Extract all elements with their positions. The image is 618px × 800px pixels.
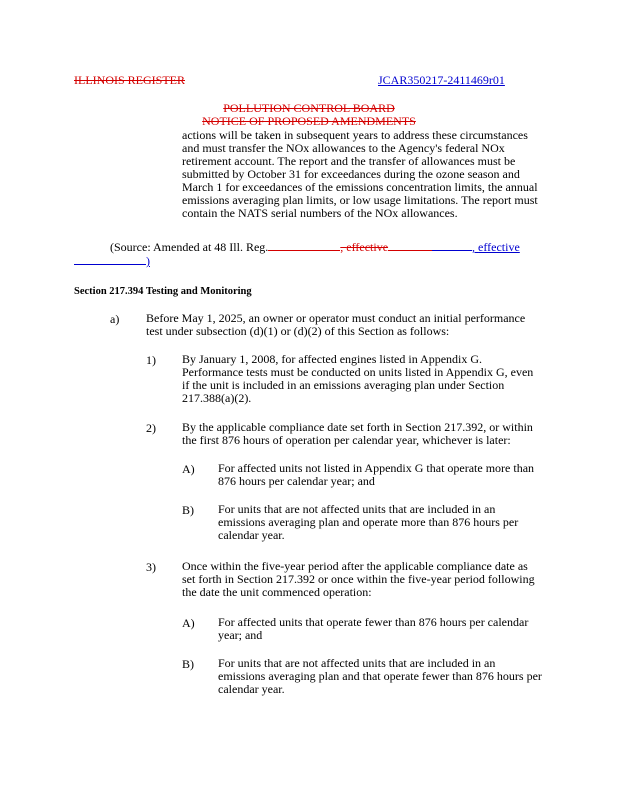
item-label: 3) bbox=[146, 560, 156, 574]
text-line: contain the NATS serial numbers of the NOx allowances. bbox=[182, 206, 458, 220]
source-prefix: (Source: Amended at 48 Ill. Reg. bbox=[110, 240, 269, 254]
inserted-effective: , effective bbox=[472, 240, 520, 254]
text-line: 876 hours per calendar year; and bbox=[218, 474, 375, 488]
item-label: 2) bbox=[146, 421, 156, 435]
carryover-paragraph bbox=[182, 129, 602, 220]
text-line: 217.388(a)(2). bbox=[182, 391, 252, 405]
text-line: Before May 1, 2025, an owner or operator must conduct an initial performance bbox=[146, 311, 526, 325]
item-label: B) bbox=[182, 503, 194, 517]
text-line: By January 1, 2008, for affected engines listed in Appendix G. bbox=[182, 352, 483, 366]
text-line: By the applicable compliance date set forth in Section 217.392, or within bbox=[182, 420, 533, 434]
text-line: emissions averaging plan and that operate fewer than 876 hours per bbox=[218, 669, 542, 683]
text-line: Performance tests must be conducted on units listed in Appendix G, even bbox=[182, 365, 534, 379]
agency-name: POLLUTION CONTROL BOARD bbox=[223, 101, 395, 115]
inserted-blank bbox=[432, 250, 472, 251]
item-1-text bbox=[182, 353, 602, 405]
item-2A-text bbox=[218, 462, 598, 488]
item-3-text bbox=[182, 560, 602, 599]
struck-blank bbox=[268, 250, 340, 251]
text-line: the first 876 hours of operation per calendar year, whichever is later: bbox=[182, 433, 511, 447]
item-label: 1) bbox=[146, 353, 156, 367]
text-line: submitted by October 31 for exceedances during the ozone season and bbox=[182, 167, 520, 181]
text-line: emissions averaging plan limits, or low usage limitations. The report must bbox=[182, 193, 538, 207]
document-id: JCAR350217-2411469r01 bbox=[378, 73, 505, 87]
item-label: A) bbox=[182, 616, 195, 630]
notice-title: NOTICE OF PROPOSED AMENDMENTS bbox=[202, 114, 416, 128]
source-note-close bbox=[74, 255, 150, 268]
text-line: year; and bbox=[218, 628, 263, 642]
text-line: retirement account. The report and the transfer of allowances must be bbox=[182, 154, 516, 168]
inserted-blank-2 bbox=[74, 264, 146, 265]
text-line: For affected units that operate fewer than 876 hours per calendar bbox=[218, 615, 529, 629]
text-line: emissions averaging plan and operate more than 876 hours per bbox=[218, 515, 519, 529]
closing-paren: ) bbox=[146, 254, 150, 268]
item-label: a) bbox=[110, 312, 120, 326]
item-2-text bbox=[182, 421, 602, 447]
text-line: calendar year. bbox=[218, 528, 285, 542]
text-line: March 1 for exceedances of the emissions concentration limits, the annual bbox=[182, 180, 538, 194]
text-line: the date the unit commenced operation: bbox=[182, 585, 372, 599]
text-line: Once within the five-year period after the applicable compliance date as bbox=[182, 559, 528, 573]
text-line: For units that are not affected units that are included in an bbox=[218, 502, 496, 516]
item-3B-text bbox=[218, 657, 598, 696]
section-heading: Section 217.394 Testing and Monitoring bbox=[74, 286, 252, 297]
item-a-text bbox=[146, 312, 586, 338]
text-line: set forth in Section 217.392 or once within the five-year period following bbox=[182, 572, 535, 586]
item-2B-text bbox=[218, 503, 598, 542]
item-3A-text bbox=[218, 616, 598, 642]
text-line: test under subsection (d)(1) or (d)(2) of this Section as follows: bbox=[146, 324, 450, 338]
text-line: For affected units not listed in Appendix G that operate more than bbox=[218, 461, 535, 475]
struck-effective: , effective bbox=[340, 240, 389, 254]
struck-blank-2 bbox=[388, 250, 432, 251]
text-line: calendar year. bbox=[218, 682, 285, 696]
text-line: and must transfer the NOx allowances to the Agency's federal NOx bbox=[182, 141, 505, 155]
text-line: actions will be taken in subsequent years to address these circumstances bbox=[182, 128, 528, 142]
item-label: A) bbox=[182, 462, 195, 476]
text-line: For units that are not affected units that are included in an bbox=[218, 656, 496, 670]
item-label: B) bbox=[182, 657, 194, 671]
source-note bbox=[110, 241, 520, 254]
text-line: if the unit is included in an emissions averaging plan under Section bbox=[182, 378, 505, 392]
register-title: ILLINOIS REGISTER bbox=[74, 73, 185, 87]
